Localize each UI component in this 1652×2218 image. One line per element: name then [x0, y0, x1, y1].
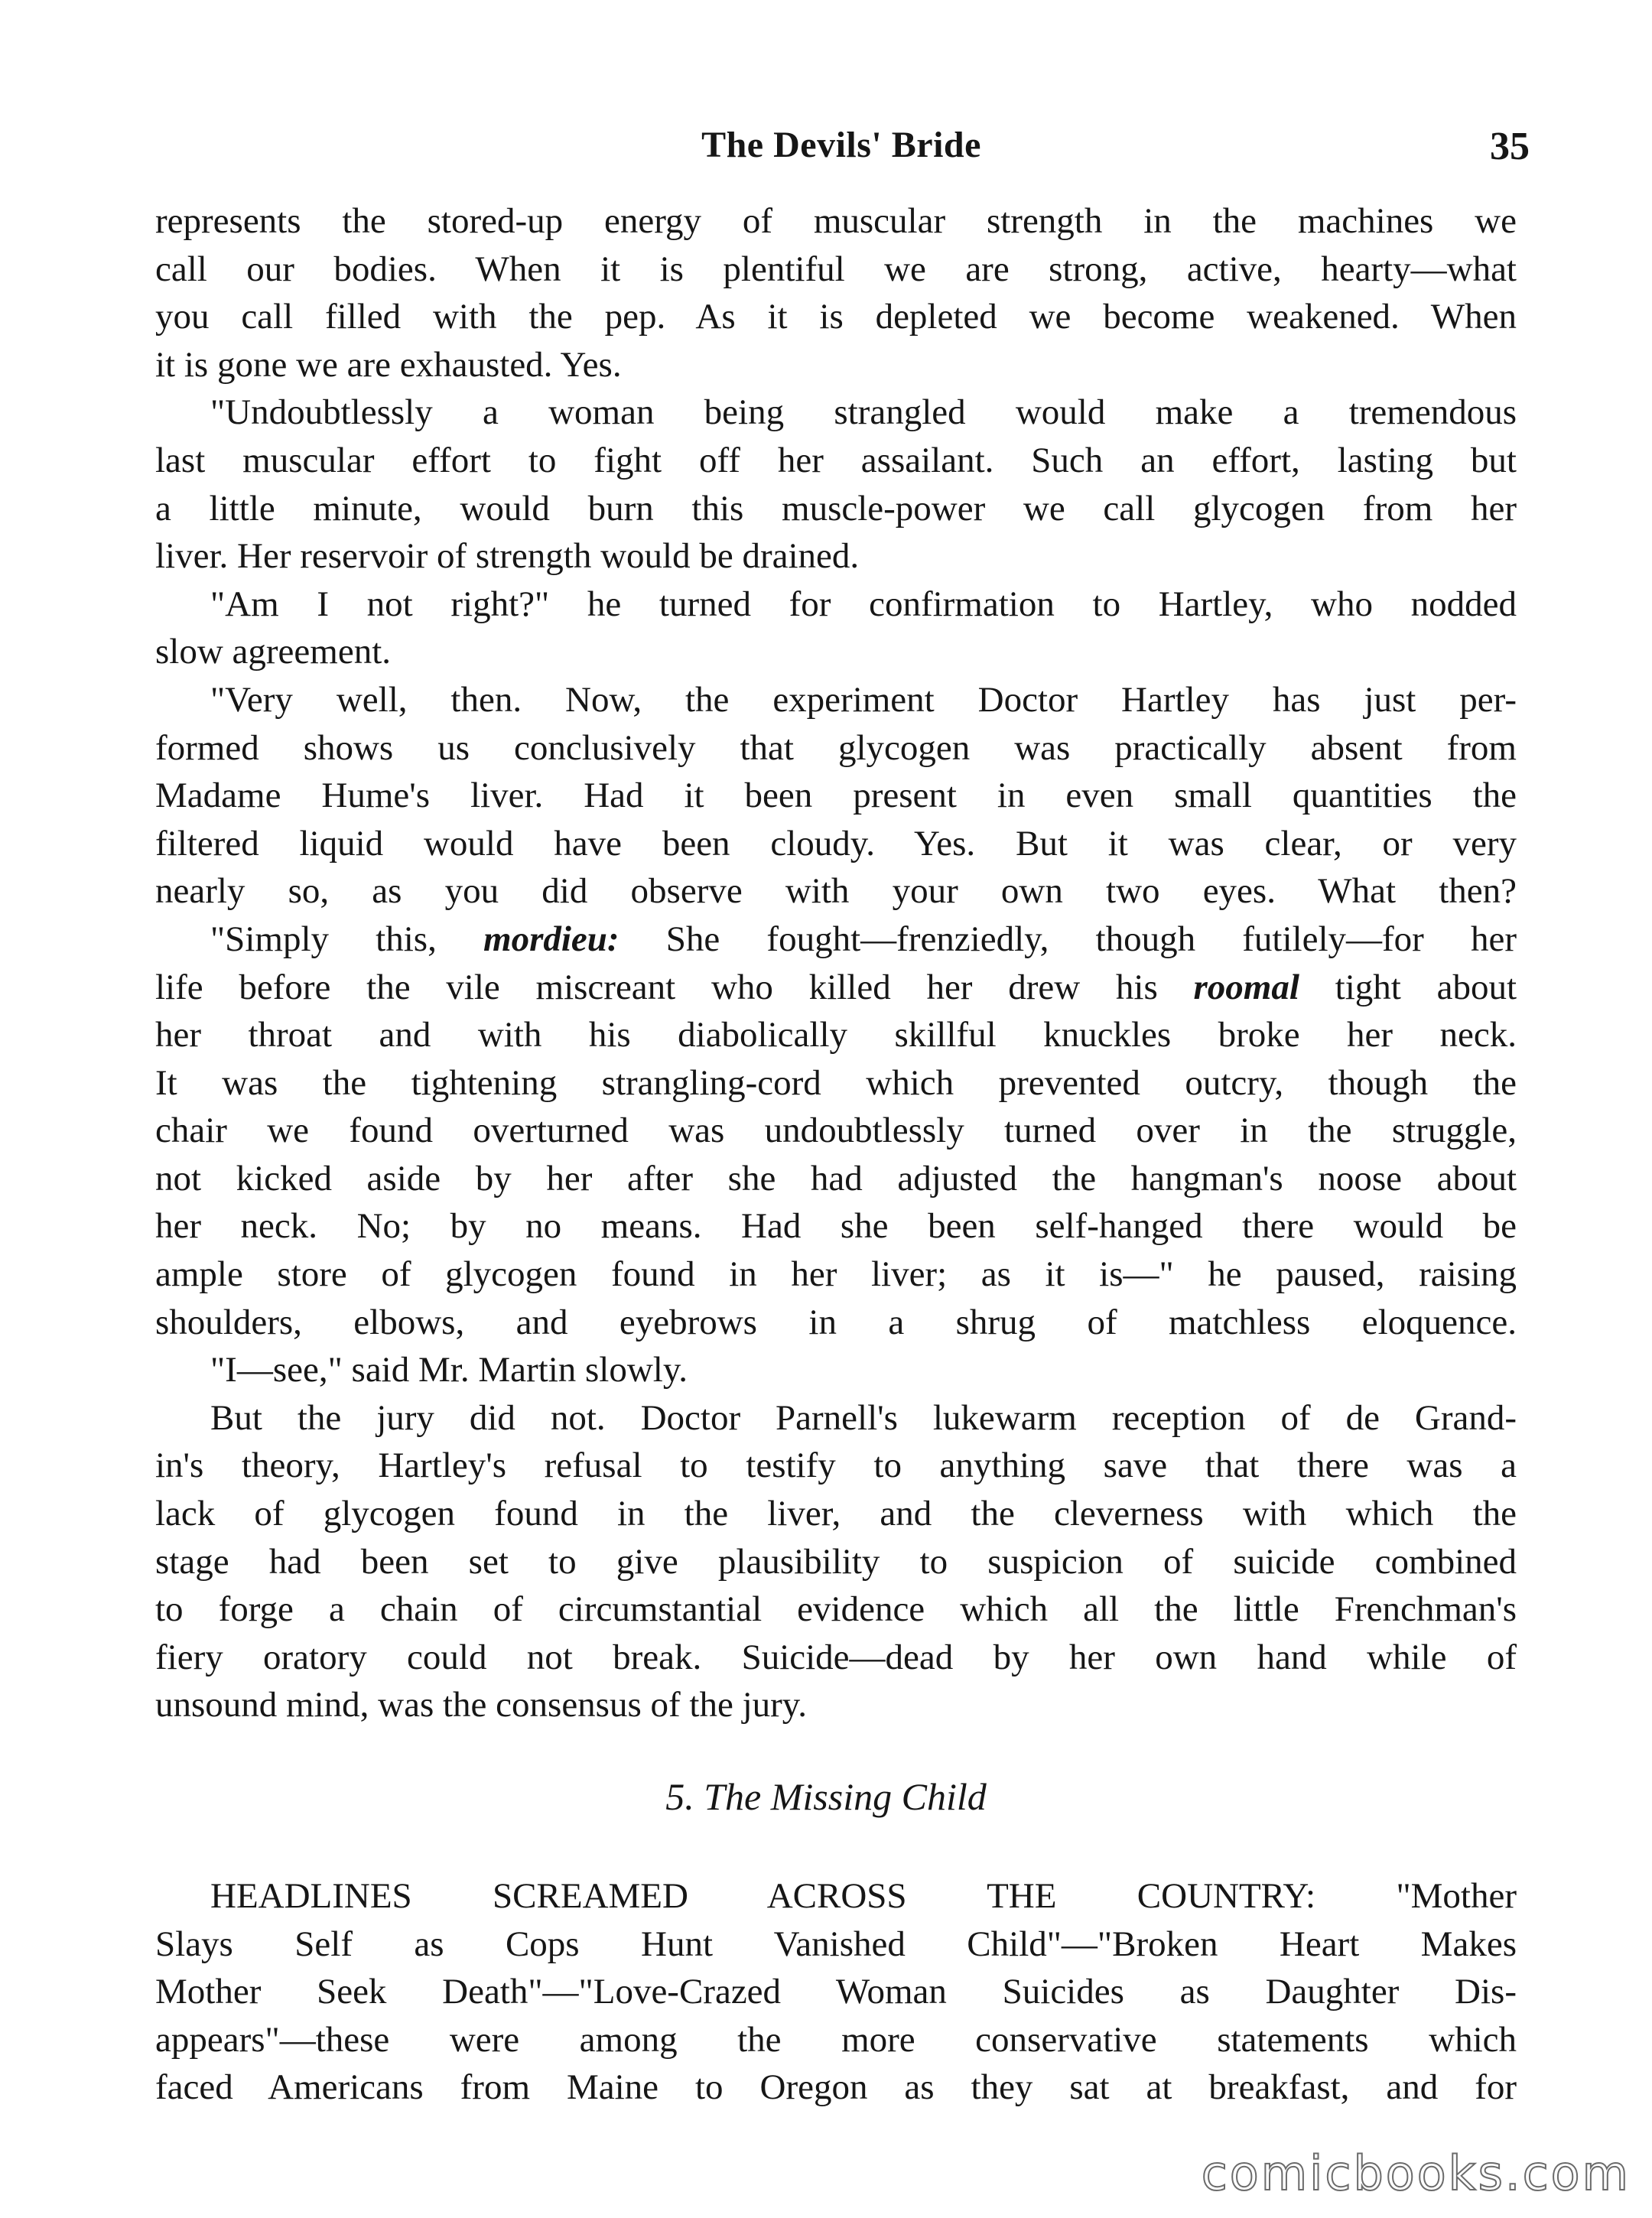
page-number: 35 — [1490, 125, 1530, 168]
text-line: represents the stored-up energy of muscular strength in the machines we — [155, 201, 1517, 241]
text-line: It was the tightening strangling-cord which prevented outcry, though the — [155, 1062, 1517, 1103]
text-line: fiery oratory could not break. Suicide—dead by her own hand while of — [155, 1637, 1517, 1677]
italic-word: roomal — [1193, 967, 1299, 1007]
text-line: Mother Seek Death"—"Love-Crazed Woman Suicides as Daughter Dis- — [155, 1972, 1517, 2012]
text-line: Madame Hume's liver. Had it been present in even small quantities the — [155, 776, 1517, 816]
text-line: a little minute, would burn this muscle-power we call glycogen from her — [155, 488, 1517, 528]
text-line: it is gone we are exhausted. Yes. — [155, 344, 622, 385]
text-line: "Very well, then. Now, the experiment Doctor Hartley has just per- — [210, 679, 1517, 720]
text-line: lack of glycogen found in the liver, and the cleverness with which the — [155, 1494, 1517, 1534]
text-line: ample store of glycogen found in her liver; as it is—" he paused, raising — [155, 1254, 1517, 1295]
section-heading: 5. The Missing Child — [665, 1775, 987, 1818]
italic-word: mordieu: — [483, 919, 620, 959]
text-line: filtered liquid would have been cloudy. Yes. But it was clear, or very — [155, 823, 1517, 863]
text-line: nearly so, as you did observe with your own two eyes. What then? — [155, 871, 1517, 912]
text-line: slow agreement. — [155, 632, 392, 672]
text-line: appears"—these were among the more conservative statements which — [155, 2019, 1517, 2060]
section-text — [155, 1872, 1517, 2112]
running-title: The Devils' Bride — [701, 125, 981, 165]
text-line: formed shows us conclusively that glycogen was practically absent from — [155, 727, 1517, 768]
text-line: "I—see," said Mr. Martin slowly. — [210, 1350, 688, 1390]
text-line: liver. Her reservoir of strength would be drained. — [155, 536, 860, 577]
text-line: chair we found overturned was undoubtlessly turned over in the struggle, — [155, 1111, 1517, 1151]
text-line: you call filled with the pep. As it is depleted we become weakened. When — [155, 297, 1517, 337]
text-line: call our bodies. When it is plentiful we are strong, active, hearty—what — [155, 249, 1517, 289]
page-header — [153, 124, 1530, 177]
text-line: not kicked aside by her after she had adjusted the hangman's noose about — [155, 1158, 1517, 1198]
text-line: unsound mind, was the consensus of the jury. — [155, 1685, 807, 1725]
text-line: to forge a chain of circumstantial evidence which all the little Frenchman's — [155, 1589, 1517, 1630]
text-line: "Am I not right?" he turned for confirmation to Hartley, who nodded — [210, 584, 1517, 624]
text-line: her neck. No; by no means. Had she been self-hanged there would be — [155, 1206, 1517, 1247]
body-text — [155, 197, 1517, 1729]
text-line: Slays Self as Cops Hunt Vanished Child"—"Broken Heart Makes — [155, 1924, 1517, 1964]
text-line: "Simply this, mordieu: She fought—frenziedly, though futilely—for her — [210, 919, 1517, 959]
watermark-logo: comicbooks.com — [1201, 2145, 1631, 2201]
text-line: But the jury did not. Doctor Parnell's lukewarm reception of de Grand- — [210, 1397, 1517, 1438]
text-line: last muscular effort to fight off her assailant. Such an effort, lasting but — [155, 440, 1517, 480]
text-line: faced Americans from Maine to Oregon as they sat at breakfast, and for — [155, 2067, 1517, 2108]
text-line: stage had been set to give plausibility to suspicion of suicide combined — [155, 1541, 1517, 1582]
text-line: "Undoubtlessly a woman being strangled would make a tremendous — [210, 392, 1517, 433]
text-line: life before the vile miscreant who killed her drew his roomal tight about — [155, 967, 1517, 1007]
text-line: shoulders, elbows, and eyebrows in a shrug of matchless eloquence. — [155, 1302, 1517, 1342]
text-line: her throat and with his diabolically skillful knuckles broke her neck. — [155, 1015, 1517, 1055]
text-line: in's theory, Hartley's refusal to testify to anything save that there was a — [155, 1446, 1517, 1486]
text-line: HEADLINES SCREAMED ACROSS THE COUNTRY: "Mother — [210, 1876, 1517, 1916]
